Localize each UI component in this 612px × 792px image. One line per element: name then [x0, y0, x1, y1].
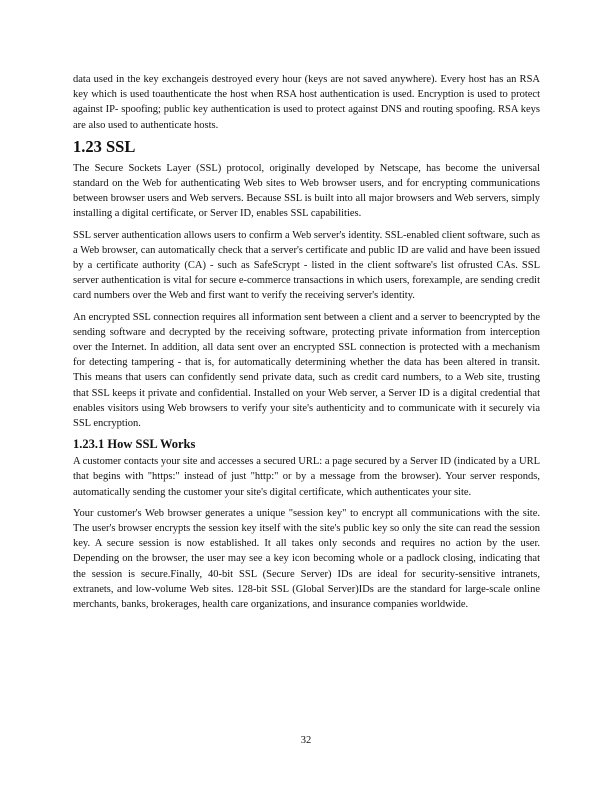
- paragraph-encrypted-connection: An encrypted SSL connection requires all information sent between a client and a server to beencrypted by the sending software and decrypted by the receiving software, protecting private information from interception over the Internet. In addition, all data sent over an encrypted SSL connection is protected with a mechanism for detecting tampering - that is, for automatically determining whether the data has been altered in transit. This means that users can confidently send private data, such as credit card numbers, to a Web site, trusting that SSL keeps it private and confidential. Installed on your Web server, a Server ID is a digital credential that enables visitors using Web browsers to verify your site's authenticity and to communicate with it securely via SSL encryption.: [73, 311, 540, 430]
- page-number: 32: [300, 735, 312, 746]
- paragraph-session-key: Your customer's Web browser generates a unique "session key" to encrypt all communications with the site. The user's browser encrypts the session key itself with the site's public key so only the site can read the session key. A secure session is now established. It all takes only seconds and requires no action by the user. Depending on the browser, the user may see a key icon becoming whole or a padlock closing, indicating that the session is secure.Finally, 40-bit SSL (Secure Server) IDs are ideal for security-sensitive intranets, extranets, and low-volume Web sites. 128-bit SSL (Global Server)IDs are the standard for large-scale online merchants, banks, brokerages, health care organizations, and insurance companies worldwide.: [73, 507, 540, 611]
- paragraph-rsa-keys: data used in the key exchangeis destroyed every hour (keys are not saved anywhere). Every host has an RSA key which is used toauthenticate the host when RSA host authentication is used. Encryption is used to protect against IP- spoofing; public key authentication is used to protect against DNS and routing spoofing. RSA keys are also used to authenticate hosts.: [73, 74, 540, 131]
- paragraph-server-authentication: SSL server authentication allows users to confirm a Web server's identity. SSL-enabled client software, such as a Web browser, can automatically check that a server's certificate and public ID are valid and have been issued by a certificate authority (CA) - such as SafeScrypt - listed in the client software's list ofrusted CAs. SSL server authentication is vital for secure e-commerce transactions in which users, forexample, are sending credit card numbers over the Web and first want to verify the receiving server's identity.: [73, 229, 540, 302]
- page-body: [73, 72, 540, 612]
- subsection-heading-how-ssl-works: 1.23.1 How SSL Works: [73, 437, 196, 452]
- paragraph-ssl-intro: The Secure Sockets Layer (SSL) protocol, originally developed by Netscape, has become the universal standard on the Web for authenticating Web sites to Web browser users, and for encrypting communications between browser users and Web servers. Because SSL is built into all major browsers and Web servers, simply installing a digital certificate, or Server ID, enables SSL capabilities.: [73, 162, 540, 220]
- section-heading-ssl: 1.23 SSL: [73, 136, 136, 156]
- paragraph-customer-contacts: A customer contacts your site and accesses a secured URL: a page secured by a Server ID (indicated by a URL that begins with "https:" instead of just "http:" or by a message from the browser). Your server responds, automatically sending the customer your site's digital certificate, which authenticates your site.: [73, 456, 540, 498]
